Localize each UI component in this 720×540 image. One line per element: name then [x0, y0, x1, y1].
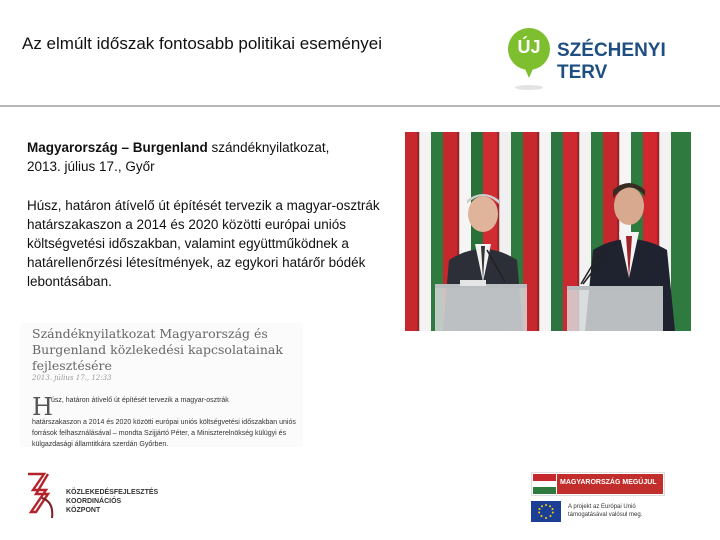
szechenyi-pin-icon — [508, 28, 550, 70]
kkk-line2: KOORDINÁCIÓS — [66, 498, 122, 505]
mm-text: MAGYARORSZÁG MEGÚJUL — [560, 479, 657, 486]
header — [0, 0, 720, 106]
eu-flag-icon — [531, 501, 561, 522]
magyarorszag-megujul-badge — [531, 472, 665, 496]
kkk-line3: KÖZPONT — [66, 507, 101, 514]
clip-body-rest: határszakaszon a 2014 és 2020 közötti európai uniós költségvetési időszakban uniós források felhasználásával – mondta Szijjártó Péter, a Miniszterelnökség külügyi és külgazdasági államtitkára szerdán Győrben. — [32, 419, 296, 448]
logo-shadow — [515, 85, 543, 90]
event-title-rest: szándéknyilatkozat, — [207, 140, 330, 155]
event-heading — [27, 138, 387, 176]
kkk-line1: KÖZLEKEDÉSFEJLESZTÉS — [66, 489, 159, 496]
news-clipping — [20, 323, 303, 447]
kkk-logo-text — [66, 488, 158, 515]
clip-title: Szándéknyilatkozat Magyarország és Burgenland közlekedési kapcsolatainak fejlesztésére — [32, 326, 283, 373]
clip-body-first: úsz, határon átívelő út építését tervezik a magyar-osztrák — [51, 397, 229, 404]
press-conference-photo — [405, 132, 691, 331]
kkk-logo-icon — [24, 472, 64, 522]
szechenyi-pin-text: ÚJ — [517, 37, 541, 57]
photo-illustration — [405, 132, 691, 331]
clip-dropcap: H — [32, 393, 53, 421]
event-title-bold: Magyarország – Burgenland — [27, 140, 208, 155]
page-title: Az elmúlt időszak fontosabb politikai eseményei — [22, 34, 383, 53]
event-body: Húsz, határon átívelő út építését tervezik a magyar-osztrák határszakaszon a 2014 és 2020 közötti európai uniós költségvetési időszakban, valamint együttműködnek a határellenőrzési létesítmények, az egykori határőr bódék lebontásában. — [27, 198, 380, 289]
eu-stars-icon — [531, 501, 561, 522]
szechenyi-logo-text: SZÉCHENYI TERV — [557, 40, 666, 83]
event-date-place: 2013. július 17., Győr — [27, 159, 155, 174]
eu-support-text: A projekt az Európai Unió támogatásával valósul meg. — [568, 504, 643, 518]
clip-date: 2013. július 17., 12:33 — [32, 374, 112, 382]
hungarian-flag-icon — [533, 474, 556, 494]
